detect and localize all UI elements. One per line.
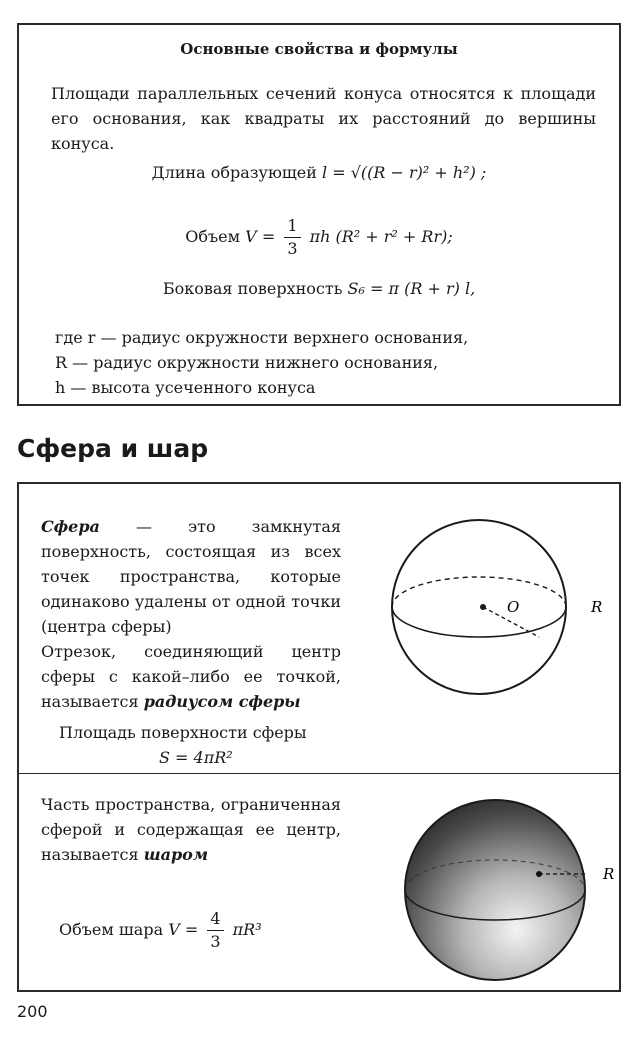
sphere-term: Сфера: [41, 517, 100, 536]
volume-line: [19, 215, 619, 260]
area-label: Площадь поверхности сферы: [59, 723, 307, 742]
sphere-diagram: [379, 514, 619, 744]
radius-term: радиусом сферы: [143, 692, 301, 711]
sphere-radius-label: R: [591, 598, 603, 616]
ball-text: Часть пространства, ограниченная сферой и содержащая ее центр, называется: [41, 795, 341, 864]
volume-lhs: V =: [245, 227, 276, 246]
box-title: Основные свойства и формулы: [180, 40, 458, 58]
generatrix-line: [19, 163, 619, 182]
sphere-definition-text: — это замкнутая поверхность, состоящая из всех точек пространства, которые одинаково удалены от одной точки (центра сферы): [41, 517, 341, 636]
ball-fraction-numerator: 4: [207, 908, 223, 931]
legend-h: h — высота усеченного конуса: [55, 378, 316, 397]
fraction-denominator: 3: [287, 239, 298, 258]
legend: [55, 325, 595, 400]
lateral-line: [19, 279, 619, 298]
ball-volume-rhs: πR³: [232, 920, 262, 939]
volume-rhs: πh (R² + r² + Rr);: [309, 227, 453, 246]
sections-paragraph: Площади параллельных сечений конуса относятся к площади его основания, как квадраты их расстояний до вершины конуса.: [51, 84, 596, 153]
area-formula: S = 4πR²: [159, 748, 233, 767]
ball-radius-label: R: [603, 865, 615, 883]
ball-volume-fraction: [207, 908, 223, 953]
legend-r: где r — радиус окружности верхнего основания,: [55, 328, 469, 347]
ball-definition: [41, 792, 341, 867]
fraction-numerator: 1: [284, 215, 300, 238]
ball-diagram: [389, 792, 619, 987]
ball-volume-line: [59, 908, 359, 953]
lateral-label: Боковая поверхность: [162, 279, 343, 298]
sphere-definition: [41, 514, 341, 639]
box-divider: [19, 773, 619, 774]
section-heading: Сфера и шар: [17, 434, 209, 463]
ball-volume-lhs: V =: [168, 920, 199, 939]
generatrix-label: Длина образующей: [151, 163, 317, 182]
sphere-ball-box: [17, 482, 621, 992]
page-number: 200: [17, 1002, 48, 1021]
volume-label: Объем: [185, 227, 241, 246]
radius-definition: [41, 639, 341, 714]
legend-R: R — радиус окружности нижнего основания,: [55, 353, 439, 372]
cone-properties-box: [17, 23, 621, 406]
ball-volume-label: Объем шара: [59, 920, 164, 939]
lateral-formula: S₆ = π (R + r) l,: [347, 279, 476, 298]
volume-fraction: [284, 215, 300, 260]
center-label: O: [507, 598, 520, 616]
ball-fraction-denominator: 3: [210, 932, 221, 951]
generatrix-formula: l = √((R − r)² + h²) ;: [322, 163, 487, 182]
radius-text: Отрезок, соединяющий центр сферы с какой–либо ее точкой, называется: [41, 642, 341, 711]
ball-term: шаром: [143, 845, 209, 864]
area-block: [59, 720, 339, 770]
